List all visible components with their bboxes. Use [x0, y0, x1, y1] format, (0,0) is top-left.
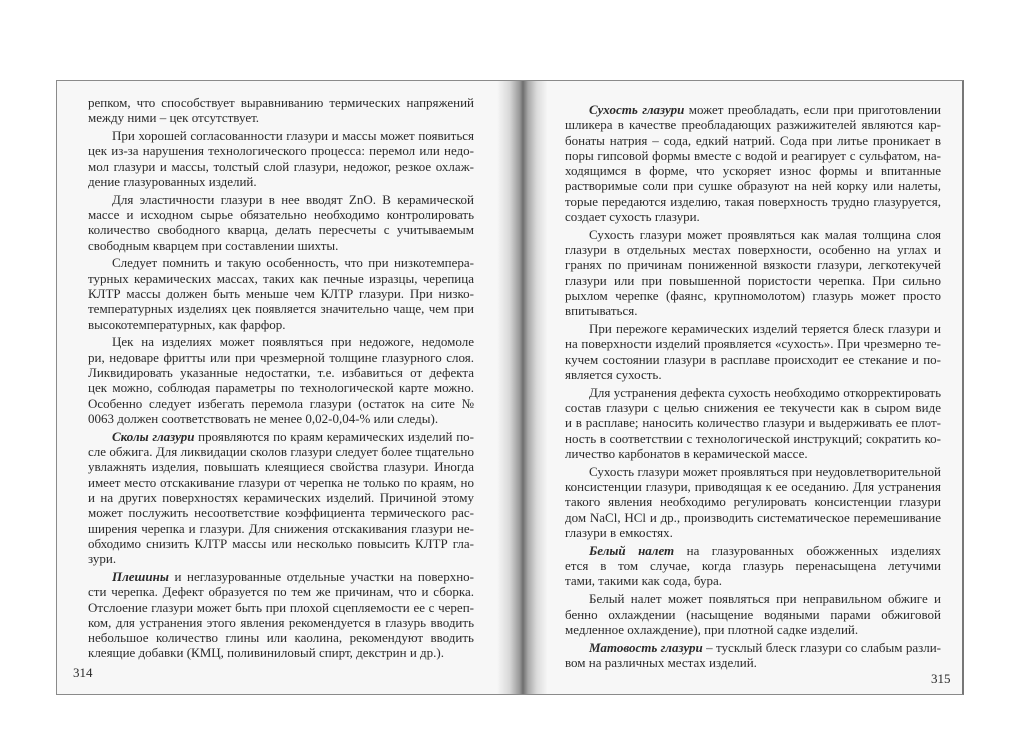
- line-text: рыхлом черепке (фаянс, крупномолотом) глазурь может просто: [565, 288, 941, 304]
- text-line: [565, 321, 941, 336]
- line-text: имеет место отскакивание глазури от черепка не только по краям, но: [88, 474, 474, 490]
- line-text: репком, что способствует выравниванию термических напряжений: [88, 95, 474, 110]
- text-line: [565, 163, 941, 178]
- line-text: личество карбонатов в керамической массе.: [565, 446, 808, 462]
- text-line: [88, 286, 474, 301]
- line-text: впитываться.: [565, 303, 638, 319]
- page-number-left: 314: [73, 665, 93, 680]
- line-text: Особенно следует избегать перемола глазури (остаток на сите №: [88, 395, 474, 411]
- text-line: [565, 525, 941, 540]
- defect-term: Плешины: [112, 568, 169, 584]
- term-paragraph: [88, 429, 474, 567]
- line-text: температурных изделиях цек появляется значительно чаще, чем при: [88, 301, 474, 317]
- text-line: [565, 352, 941, 367]
- paragraph: [88, 95, 474, 126]
- text-line: [565, 227, 941, 242]
- term-paragraph: [565, 543, 941, 589]
- line-text: на глазурованных обожженных изделиях: [686, 542, 941, 558]
- book-spread: [56, 80, 964, 695]
- line-text: свободным кварцем при составлении шихты.: [88, 237, 339, 253]
- paragraph: [88, 255, 474, 331]
- line-text: турных керамических массах, таких как печные изразцы, черепица: [88, 270, 474, 286]
- text-line: [565, 209, 941, 224]
- line-text: небольшое количество глины или каолина, рекомендуют вводить: [88, 630, 474, 646]
- line-text: глазури в отдельных местах поверхности, особенно на углах и: [565, 242, 941, 258]
- line-text: ется в том случае, когда глазурь перенасыщена летучими: [565, 558, 941, 574]
- text-line: [565, 400, 941, 415]
- text-line: [88, 630, 474, 645]
- text-line: [88, 301, 474, 316]
- line-text: и неглазурованные отдельные участки на поверхно-: [168, 568, 474, 584]
- text-line: [565, 273, 941, 288]
- page-number-right: 315: [931, 671, 951, 686]
- line-text: обходимо снизить КЛТР массы или несколько повысить КЛТР гла-: [88, 535, 474, 551]
- line-text: При хорошей согласованности глазури и массы может появиться: [112, 128, 474, 144]
- line-text: Для эластичности глазури в нее вводят ZnO. В керамической: [112, 191, 474, 207]
- line-text: ширения черепка и глазури. Для снижения отскакивания глазури не-: [88, 520, 474, 536]
- text-line: [88, 334, 474, 349]
- line-text: глазури или при повышенной пористости черепка. При сильно: [565, 272, 941, 288]
- line-text: – тусклый блеск глазури со слабым разли-: [702, 639, 941, 655]
- line-text: консистенции глазури, приводящая к ее оседанию. Для устранения: [565, 479, 941, 495]
- paragraph: [88, 334, 474, 426]
- line-text: кучем состоянии глазури в расплаве происходит ее стекание и по-: [565, 351, 941, 367]
- line-text: и в расплаве; наносить количество глазури и выдерживать ее плот-: [565, 415, 941, 431]
- line-text: состав глазури с целью снижения ее текучести как в сыром виде: [565, 400, 941, 416]
- line-text: дение глазурованных изделий.: [88, 173, 257, 189]
- text-line: [565, 494, 941, 509]
- paragraph: [565, 385, 941, 461]
- text-line: [565, 257, 941, 272]
- text-line: [88, 143, 474, 158]
- text-line: [88, 505, 474, 520]
- line-text: создает сухость глазури.: [565, 209, 700, 225]
- text-line: [565, 543, 941, 558]
- line-text: гранях по причинам пониженной вязкости глазури, легкотекучей: [565, 257, 941, 273]
- text-line: [88, 365, 474, 380]
- text-line: [88, 475, 474, 490]
- text-line: [88, 95, 474, 110]
- line-text: сти черепка. Дефект образуется по тем же причинам, что и сборка.: [88, 584, 474, 600]
- line-text: является сухость.: [565, 367, 662, 383]
- line-text: цек из-за нарушения технологического процесса: перемол или недо-: [88, 143, 474, 159]
- text-line: [88, 429, 474, 444]
- line-text: поры гипсовой формы вместе с водой и реагирует с сульфатом, на-: [565, 147, 941, 163]
- paragraph: [565, 591, 941, 637]
- defect-term: Матовость глазури: [589, 639, 703, 655]
- text-line: [88, 459, 474, 474]
- defect-term: Сухость глазури: [589, 102, 685, 117]
- line-text: бонаты натрия – сода, едкий натрий. Сода при литье проникает в: [565, 132, 941, 148]
- paragraph: [565, 321, 941, 382]
- line-text: между ними – цек отсутствует.: [88, 110, 260, 126]
- line-text: на поверхности изделий проявляется «сухость». При чрезмерно те-: [565, 336, 941, 352]
- text-line: [565, 431, 941, 446]
- text-line: [88, 128, 474, 143]
- text-line: [565, 415, 941, 430]
- term-paragraph: [565, 640, 941, 671]
- term-paragraph: [88, 569, 474, 661]
- text-line: [88, 192, 474, 207]
- text-line: [565, 367, 941, 382]
- line-text: может послужить несоответствие коэффициента термического рас-: [88, 505, 474, 521]
- text-line: [565, 640, 941, 655]
- line-text: высокотемпературных, как фарфор.: [88, 316, 286, 332]
- line-text: увлажнять изделия, повышать клеящиеся свойства глазури. Иногда: [88, 459, 474, 475]
- text-line: [88, 317, 474, 332]
- text-line: [88, 551, 474, 566]
- term-paragraph: [565, 102, 941, 224]
- text-line: [88, 521, 474, 536]
- text-line: [88, 645, 474, 660]
- line-text: зури.: [88, 551, 117, 567]
- line-text: бенно охлаждении (насыщение водяными парами обжиговой: [565, 606, 941, 622]
- text-line: [565, 385, 941, 400]
- text-line: [88, 600, 474, 615]
- line-text: медленное охлаждение), при плотной садке изделий.: [565, 621, 859, 637]
- defect-term: Белый налет: [589, 542, 675, 558]
- text-line: [88, 380, 474, 395]
- text-line: [88, 222, 474, 237]
- line-text: может преобладать, если при приготовлении: [684, 102, 941, 117]
- text-line: [565, 194, 941, 209]
- text-line: [565, 464, 941, 479]
- text-line: [88, 174, 474, 189]
- text-line: [565, 288, 941, 303]
- line-text: шликера в качестве преобладающих разжижителей являются кар-: [565, 117, 941, 133]
- line-text: Сухость глазури может проявляться при неудовлетворительной: [589, 463, 941, 479]
- text-line: [565, 117, 941, 132]
- right-page: [565, 102, 941, 673]
- line-text: глазури в емкостях.: [565, 525, 673, 541]
- line-text: сле обжига. Для ликвидации сколов глазури следует более тщательно: [88, 444, 474, 460]
- text-line: [565, 336, 941, 351]
- line-text: Ликвидировать указанные недостатки, т.е. избавиться от дефекта: [88, 365, 474, 381]
- line-text: При пережоге керамических изделий теряется блеск глазури и: [589, 321, 941, 337]
- line-text: ком, для устранения этого явления рекомендуется в глазурь вводить: [88, 614, 474, 630]
- text-line: [88, 584, 474, 599]
- text-line: [565, 655, 941, 670]
- text-line: [88, 396, 474, 411]
- paragraph: [565, 464, 941, 540]
- line-text: Отслоение глазури может быть при плохой сцепляемости ее с череп-: [88, 599, 474, 615]
- line-text: Белый налет может появляться при неправильном обжиге и: [589, 591, 941, 607]
- line-text: и на других поверхностях керамических изделий. Причиной этому: [88, 489, 474, 505]
- line-text: тами, такими как сода, бура.: [565, 573, 722, 589]
- text-line: [565, 591, 941, 606]
- line-text: ри, недоваре фритты или при чрезмерной толщине глазурного слоя.: [88, 349, 474, 365]
- line-text: такого явления необходимо регулировать консистенции глазури: [565, 494, 941, 510]
- text-line: [565, 303, 941, 318]
- line-text: количество свободного кварца, делать пересчеты с учитываемым: [88, 222, 474, 238]
- text-line: [565, 133, 941, 148]
- line-text: вом на различных местах изделий.: [565, 654, 757, 670]
- line-text: КЛТР массы должен быть меньше чем КЛТР глазури. При низко-: [88, 286, 474, 302]
- text-line: [565, 479, 941, 494]
- text-line: [88, 490, 474, 505]
- text-line: [565, 242, 941, 257]
- defect-term: Сколы глазури: [112, 428, 195, 444]
- text-line: [88, 569, 474, 584]
- text-line: [88, 444, 474, 459]
- line-text: Цек на изделиях может появляться при недожоге, недомоле: [112, 334, 474, 350]
- text-line: [565, 148, 941, 163]
- line-text: массе и исходном сырье обязательно необходимо контролировать: [88, 207, 474, 223]
- text-line: [565, 510, 941, 525]
- left-page: [88, 95, 474, 663]
- paragraph: [565, 227, 941, 319]
- text-line: [88, 350, 474, 365]
- line-text: ходящимся в форме, что ускоряет износ формы и впитанные: [565, 163, 941, 179]
- paragraph: [88, 128, 474, 189]
- text-line: [565, 446, 941, 461]
- line-text: ность в соответствии с технологической инструкций; сократить ко-: [565, 430, 941, 446]
- text-line: [88, 536, 474, 551]
- line-text: цек можно, соблюдая параметры по технологической карте можно.: [88, 380, 474, 396]
- text-line: [88, 110, 474, 125]
- book-spine: [497, 81, 547, 694]
- text-line: [88, 411, 474, 426]
- text-line: [88, 159, 474, 174]
- text-line: [565, 178, 941, 193]
- text-line: [88, 255, 474, 270]
- line-text: мол глазури и массы, толстый слой глазури, недожог, резкое охлаж-: [88, 158, 474, 174]
- line-text: растворимые соли при сушке образуют на ней корку или налеты,: [565, 178, 941, 194]
- text-line: [565, 558, 941, 573]
- text-line: [565, 622, 941, 637]
- text-line: [88, 238, 474, 253]
- line-text: торые передаются изделию, такая поверхность трудно глазуруется,: [565, 193, 941, 209]
- text-line: [565, 102, 941, 117]
- line-text: Следует помнить и такую особенность, что при низкотемпера-: [112, 255, 474, 271]
- text-line: [88, 271, 474, 286]
- line-text: 0063 должен соответствовать не менее 0,02-0,04-% или следы).: [88, 410, 439, 426]
- line-text: дом NaCl, HCl и др., производить систематическое перемешивание: [565, 509, 941, 525]
- line-text: Для устранения дефекта сухость необходимо откорректировать: [589, 384, 941, 400]
- text-line: [565, 573, 941, 588]
- text-line: [565, 607, 941, 622]
- line-text: Сухость глазури может проявляться как малая толщина слоя: [589, 226, 941, 242]
- text-line: [88, 615, 474, 630]
- paragraph: [88, 192, 474, 253]
- line-text: проявляются по краям керамических изделий по-: [194, 428, 474, 444]
- text-line: [88, 207, 474, 222]
- line-text: клеящие добавки (КМЦ, поливиниловый спирт, декстрин и др.).: [88, 645, 444, 661]
